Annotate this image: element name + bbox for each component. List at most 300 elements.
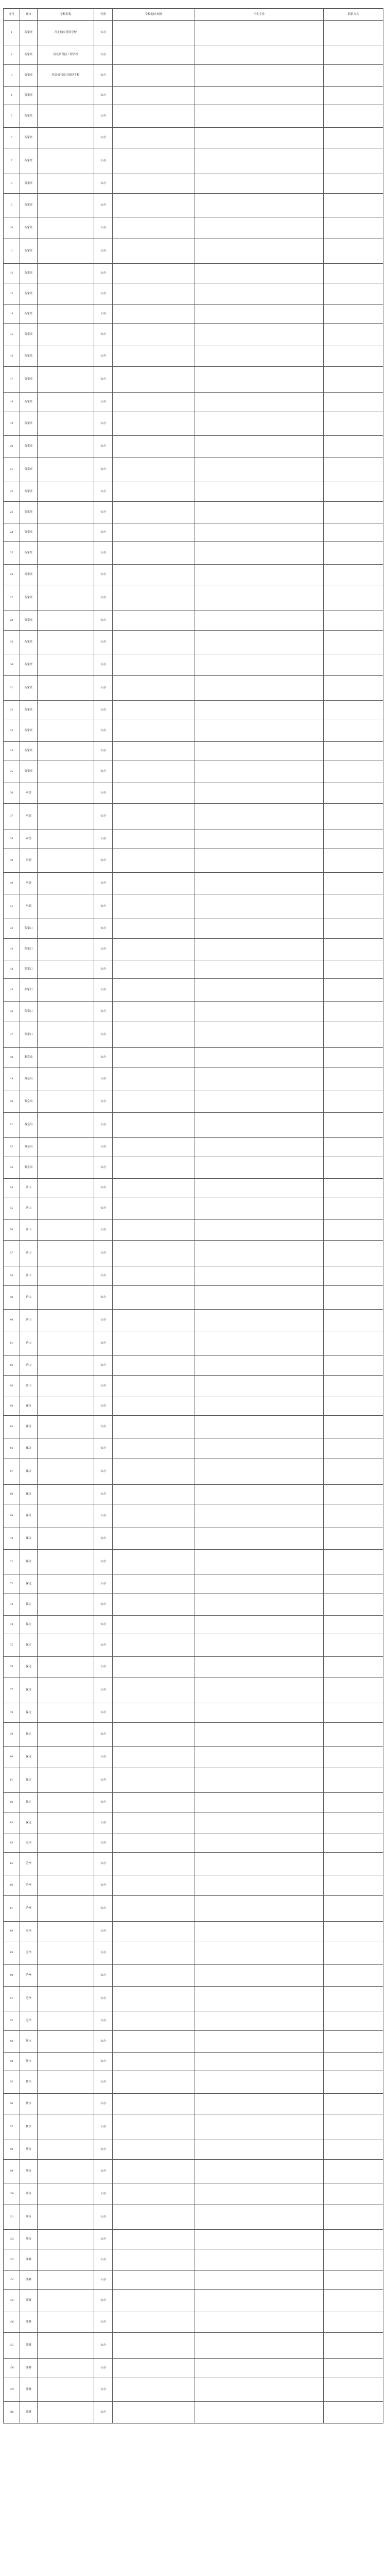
- cell-major: [195, 1594, 324, 1616]
- cell-major: [195, 1793, 324, 1812]
- cell-phone: [324, 1459, 383, 1485]
- header-no: 序号: [4, 9, 20, 21]
- cell-nature: 公办: [94, 1965, 113, 1987]
- cell-school: [38, 742, 94, 760]
- cell-nature: 公办: [94, 1594, 113, 1616]
- cell-school: [38, 87, 94, 105]
- cell-major: [195, 45, 324, 65]
- cell-web: [113, 742, 195, 760]
- cell-major: [195, 1703, 324, 1723]
- cell-major: [195, 783, 324, 804]
- cell-nature: 公办: [94, 1768, 113, 1793]
- cell-web: [113, 1875, 195, 1896]
- cell-city: 张家口: [20, 919, 38, 939]
- cell-nature: 公办: [94, 305, 113, 324]
- table-row: [4, 1438, 383, 1459]
- cell-school: [38, 194, 94, 217]
- cell-phone: [324, 1113, 383, 1138]
- cell-no: 70: [4, 1528, 20, 1550]
- cell-nature: 公办: [94, 1241, 113, 1266]
- cell-major: [195, 305, 324, 324]
- cell-school: 河北城乡建设学校: [38, 21, 94, 45]
- cell-major: [195, 1197, 324, 1220]
- table-row: [4, 2071, 383, 2094]
- cell-nature: 公办: [94, 2230, 113, 2249]
- cell-school: [38, 1834, 94, 1853]
- table-row: [4, 45, 383, 65]
- cell-web: [113, 2402, 195, 2424]
- cell-city: 沧州: [20, 1896, 38, 1922]
- cell-web: [113, 894, 195, 919]
- cell-school: [38, 631, 94, 654]
- table-row: [4, 1504, 383, 1528]
- cell-nature: 公办: [94, 760, 113, 783]
- cell-no: 47: [4, 1022, 20, 1048]
- cell-web: [113, 1331, 195, 1356]
- cell-web: [113, 1179, 195, 1197]
- cell-web: [113, 2094, 195, 2114]
- cell-school: [38, 676, 94, 701]
- cell-major: [195, 676, 324, 701]
- cell-no: 42: [4, 919, 20, 939]
- cell-school: [38, 1179, 94, 1197]
- table-row: [4, 1241, 383, 1266]
- cell-phone: [324, 701, 383, 720]
- cell-school: [38, 2140, 94, 2160]
- cell-phone: [324, 1896, 383, 1922]
- cell-nature: 公办: [94, 1922, 113, 1941]
- table-row: [4, 2140, 383, 2160]
- cell-nature: 公办: [94, 873, 113, 894]
- cell-web: [113, 1550, 195, 1574]
- header-school: 学校名称: [38, 9, 94, 21]
- table-row: [4, 1853, 383, 1875]
- cell-no: 99: [4, 2160, 20, 2183]
- table-row: [4, 1266, 383, 1286]
- table-row: [4, 654, 383, 676]
- cell-city: 石家庄: [20, 523, 38, 542]
- cell-school: [38, 611, 94, 631]
- cell-nature: 公办: [94, 1356, 113, 1376]
- cell-no: 26: [4, 565, 20, 585]
- cell-nature: 公办: [94, 1504, 113, 1528]
- cell-phone: [324, 2271, 383, 2290]
- cell-city: 张家口: [20, 960, 38, 979]
- cell-web: [113, 502, 195, 523]
- cell-nature: 公办: [94, 1179, 113, 1197]
- table-row: [4, 1113, 383, 1138]
- cell-major: [195, 1941, 324, 1965]
- table-row: [4, 1834, 383, 1853]
- cell-nature: 公办: [94, 1138, 113, 1157]
- cell-school: [38, 2205, 94, 2230]
- cell-school: [38, 1703, 94, 1723]
- cell-phone: [324, 783, 383, 804]
- cell-major: [195, 804, 324, 829]
- cell-web: [113, 1220, 195, 1241]
- cell-school: [38, 1853, 94, 1875]
- table-row: [4, 239, 383, 264]
- cell-no: 41: [4, 894, 20, 919]
- table-row: [4, 1179, 383, 1197]
- table-row: [4, 1594, 383, 1616]
- cell-nature: 公办: [94, 611, 113, 631]
- cell-phone: [324, 873, 383, 894]
- cell-school: [38, 2031, 94, 2053]
- cell-nature: 公办: [94, 1310, 113, 1331]
- cell-city: 承德: [20, 873, 38, 894]
- cell-nature: 公办: [94, 1941, 113, 1965]
- cell-no: 69: [4, 1504, 20, 1528]
- cell-nature: 公办: [94, 65, 113, 87]
- cell-web: [113, 1002, 195, 1022]
- cell-phone: [324, 611, 383, 631]
- table-row: [4, 2031, 383, 2053]
- cell-phone: [324, 894, 383, 919]
- cell-phone: [324, 1747, 383, 1768]
- cell-school: [38, 367, 94, 393]
- cell-no: 52: [4, 1138, 20, 1157]
- table-row: [4, 436, 383, 457]
- cell-phone: [324, 2333, 383, 2359]
- cell-school: [38, 542, 94, 565]
- table-row: [4, 2230, 383, 2249]
- cell-no: 66: [4, 1438, 20, 1459]
- cell-school: [38, 283, 94, 305]
- cell-web: [113, 2205, 195, 2230]
- cell-city: 石家庄: [20, 436, 38, 457]
- cell-school: [38, 105, 94, 128]
- cell-school: [38, 701, 94, 720]
- header-web: 学校地址/网址: [113, 9, 195, 21]
- table-row: [4, 979, 383, 1002]
- cell-school: [38, 1485, 94, 1504]
- cell-school: [38, 1768, 94, 1793]
- cell-school: [38, 2312, 94, 2333]
- cell-no: 80: [4, 1747, 20, 1768]
- cell-school: [38, 1896, 94, 1922]
- cell-no: 23: [4, 502, 20, 523]
- cell-school: [38, 2333, 94, 2359]
- table-row: [4, 939, 383, 960]
- cell-no: 79: [4, 1723, 20, 1747]
- cell-city: 唐山: [20, 1179, 38, 1197]
- cell-no: 24: [4, 523, 20, 542]
- cell-major: [195, 1138, 324, 1157]
- cell-phone: [324, 1550, 383, 1574]
- cell-city: 秦皇岛: [20, 1091, 38, 1113]
- table-row: [4, 2053, 383, 2071]
- cell-city: 廊坊: [20, 1550, 38, 1574]
- cell-web: [113, 2312, 195, 2333]
- cell-school: [38, 393, 94, 412]
- cell-nature: 公办: [94, 742, 113, 760]
- cell-phone: [324, 412, 383, 436]
- cell-phone: [324, 239, 383, 264]
- cell-major: [195, 482, 324, 502]
- cell-city: 张家口: [20, 979, 38, 1002]
- table-row: [4, 1138, 383, 1157]
- cell-no: 21: [4, 457, 20, 482]
- cell-no: 58: [4, 1266, 20, 1286]
- table-row: [4, 283, 383, 305]
- table-row: [4, 217, 383, 239]
- cell-no: 31: [4, 676, 20, 701]
- cell-nature: 公办: [94, 1266, 113, 1286]
- cell-nature: 公办: [94, 1048, 113, 1067]
- cell-city: 秦皇岛: [20, 1048, 38, 1067]
- cell-school: [38, 2183, 94, 2205]
- cell-school: [38, 412, 94, 436]
- cell-nature: 公办: [94, 1574, 113, 1594]
- cell-major: [195, 393, 324, 412]
- cell-phone: [324, 1416, 383, 1438]
- cell-no: 102: [4, 2230, 20, 2249]
- cell-phone: [324, 1834, 383, 1853]
- cell-web: [113, 128, 195, 148]
- cell-school: [38, 1266, 94, 1286]
- cell-phone: [324, 128, 383, 148]
- table-row: [4, 2094, 383, 2114]
- cell-nature: 公办: [94, 701, 113, 720]
- table-row: [4, 264, 383, 283]
- cell-web: [113, 1091, 195, 1113]
- cell-phone: [324, 1197, 383, 1220]
- cell-major: [195, 367, 324, 393]
- cell-phone: [324, 676, 383, 701]
- table-row: [4, 1634, 383, 1657]
- cell-web: [113, 148, 195, 174]
- cell-major: [195, 631, 324, 654]
- cell-no: 110: [4, 2402, 20, 2424]
- cell-major: [195, 1896, 324, 1922]
- cell-web: [113, 239, 195, 264]
- cell-major: [195, 1834, 324, 1853]
- cell-phone: [324, 1657, 383, 1677]
- cell-nature: 公办: [94, 148, 113, 174]
- cell-phone: [324, 1286, 383, 1310]
- cell-no: 32: [4, 701, 20, 720]
- cell-phone: [324, 720, 383, 742]
- cell-major: [195, 1376, 324, 1397]
- cell-city: 保定: [20, 1703, 38, 1723]
- cell-no: 15: [4, 324, 20, 346]
- cell-nature: 公办: [94, 1987, 113, 2011]
- cell-web: [113, 654, 195, 676]
- cell-city: 邯郸: [20, 2333, 38, 2359]
- cell-nature: 公办: [94, 654, 113, 676]
- cell-school: [38, 1138, 94, 1157]
- cell-nature: 公办: [94, 2183, 113, 2205]
- cell-major: [195, 1574, 324, 1594]
- cell-web: [113, 1834, 195, 1853]
- cell-phone: [324, 65, 383, 87]
- table-row: [4, 194, 383, 217]
- cell-major: [195, 2378, 324, 2402]
- cell-city: 唐山: [20, 1376, 38, 1397]
- cell-school: [38, 960, 94, 979]
- table-row: [4, 1875, 383, 1896]
- table-row: [4, 1677, 383, 1703]
- cell-phone: [324, 1310, 383, 1331]
- cell-major: [195, 1768, 324, 1793]
- cell-phone: [324, 1528, 383, 1550]
- cell-nature: 公办: [94, 1438, 113, 1459]
- cell-city: 张家口: [20, 1022, 38, 1048]
- cell-no: 92: [4, 2011, 20, 2031]
- cell-nature: 公办: [94, 324, 113, 346]
- header-phone: 联系方式: [324, 9, 383, 21]
- cell-school: [38, 1048, 94, 1067]
- cell-phone: [324, 1723, 383, 1747]
- table-row: [4, 148, 383, 174]
- cell-no: 44: [4, 960, 20, 979]
- cell-no: 4: [4, 87, 20, 105]
- cell-school: [38, 1416, 94, 1438]
- cell-city: 邢台: [20, 2230, 38, 2249]
- cell-nature: 公办: [94, 1723, 113, 1747]
- cell-major: [195, 542, 324, 565]
- cell-nature: 公办: [94, 1812, 113, 1834]
- cell-school: [38, 804, 94, 829]
- cell-city: 石家庄: [20, 393, 38, 412]
- cell-nature: 公办: [94, 1002, 113, 1022]
- cell-nature: 公办: [94, 239, 113, 264]
- cell-school: [38, 654, 94, 676]
- cell-no: 109: [4, 2378, 20, 2402]
- cell-major: [195, 2205, 324, 2230]
- table-row: [4, 393, 383, 412]
- cell-school: [38, 1922, 94, 1941]
- cell-phone: [324, 1138, 383, 1157]
- table-row: [4, 367, 383, 393]
- cell-no: 86: [4, 1875, 20, 1896]
- cell-school: [38, 2071, 94, 2094]
- cell-major: [195, 2114, 324, 2140]
- cell-city: 保定: [20, 1747, 38, 1768]
- cell-nature: 公办: [94, 523, 113, 542]
- cell-nature: 公办: [94, 783, 113, 804]
- cell-nature: 公办: [94, 829, 113, 849]
- cell-nature: 公办: [94, 2071, 113, 2094]
- cell-school: [38, 1677, 94, 1703]
- cell-school: [38, 1616, 94, 1634]
- cell-major: [195, 1286, 324, 1310]
- cell-phone: [324, 1376, 383, 1397]
- cell-phone: [324, 1616, 383, 1634]
- cell-major: [195, 1485, 324, 1504]
- cell-phone: [324, 760, 383, 783]
- table-row: [4, 1022, 383, 1048]
- cell-web: [113, 367, 195, 393]
- table-row: [4, 2271, 383, 2290]
- cell-city: 廊坊: [20, 1438, 38, 1459]
- cell-phone: [324, 2230, 383, 2249]
- cell-city: 沧州: [20, 1987, 38, 2011]
- cell-no: 95: [4, 2071, 20, 2094]
- table-row: [4, 502, 383, 523]
- cell-nature: 公办: [94, 1875, 113, 1896]
- cell-web: [113, 217, 195, 239]
- cell-nature: 公办: [94, 1022, 113, 1048]
- cell-web: [113, 2249, 195, 2271]
- cell-web: [113, 21, 195, 45]
- cell-city: 沧州: [20, 1941, 38, 1965]
- table-row: [4, 21, 383, 45]
- cell-web: [113, 324, 195, 346]
- cell-nature: 公办: [94, 585, 113, 611]
- cell-no: 60: [4, 1310, 20, 1331]
- cell-city: 石家庄: [20, 305, 38, 324]
- cell-web: [113, 1594, 195, 1616]
- cell-nature: 公办: [94, 849, 113, 873]
- cell-school: [38, 1812, 94, 1834]
- table-row: [4, 346, 383, 367]
- cell-web: [113, 2230, 195, 2249]
- cell-no: 63: [4, 1376, 20, 1397]
- cell-major: [195, 1550, 324, 1574]
- cell-web: [113, 2031, 195, 2053]
- cell-nature: 公办: [94, 283, 113, 305]
- cell-city: 沧州: [20, 2011, 38, 2031]
- cell-major: [195, 2290, 324, 2312]
- cell-no: 56: [4, 1220, 20, 1241]
- table-row: [4, 1220, 383, 1241]
- cell-city: 石家庄: [20, 87, 38, 105]
- cell-web: [113, 1485, 195, 1504]
- cell-no: 49: [4, 1067, 20, 1091]
- cell-city: 石家庄: [20, 324, 38, 346]
- cell-web: [113, 565, 195, 585]
- cell-major: [195, 1875, 324, 1896]
- cell-nature: 公办: [94, 2378, 113, 2402]
- cell-city: 石家庄: [20, 65, 38, 87]
- cell-web: [113, 783, 195, 804]
- cell-phone: [324, 1812, 383, 1834]
- cell-city: 邢台: [20, 2160, 38, 2183]
- cell-city: 保定: [20, 1657, 38, 1677]
- cell-school: [38, 1528, 94, 1550]
- cell-phone: [324, 849, 383, 873]
- cell-school: [38, 217, 94, 239]
- cell-major: [195, 1416, 324, 1438]
- table-row: [4, 873, 383, 894]
- cell-city: 石家庄: [20, 239, 38, 264]
- cell-no: 84: [4, 1834, 20, 1853]
- cell-city: 沧州: [20, 1853, 38, 1875]
- table-row: [4, 1896, 383, 1922]
- cell-phone: [324, 305, 383, 324]
- cell-major: [195, 1157, 324, 1179]
- table-row: [4, 1965, 383, 1987]
- cell-major: [195, 1179, 324, 1197]
- cell-nature: 公办: [94, 87, 113, 105]
- cell-phone: [324, 939, 383, 960]
- cell-school: [38, 1091, 94, 1113]
- cell-major: [195, 2359, 324, 2378]
- cell-school: [38, 1594, 94, 1616]
- table-row: [4, 701, 383, 720]
- cell-major: [195, 760, 324, 783]
- cell-city: 保定: [20, 1768, 38, 1793]
- cell-nature: 公办: [94, 412, 113, 436]
- cell-no: 93: [4, 2031, 20, 2053]
- table-row: [4, 2359, 383, 2378]
- cell-phone: [324, 1768, 383, 1793]
- cell-web: [113, 542, 195, 565]
- cell-no: 97: [4, 2114, 20, 2140]
- cell-web: [113, 1793, 195, 1812]
